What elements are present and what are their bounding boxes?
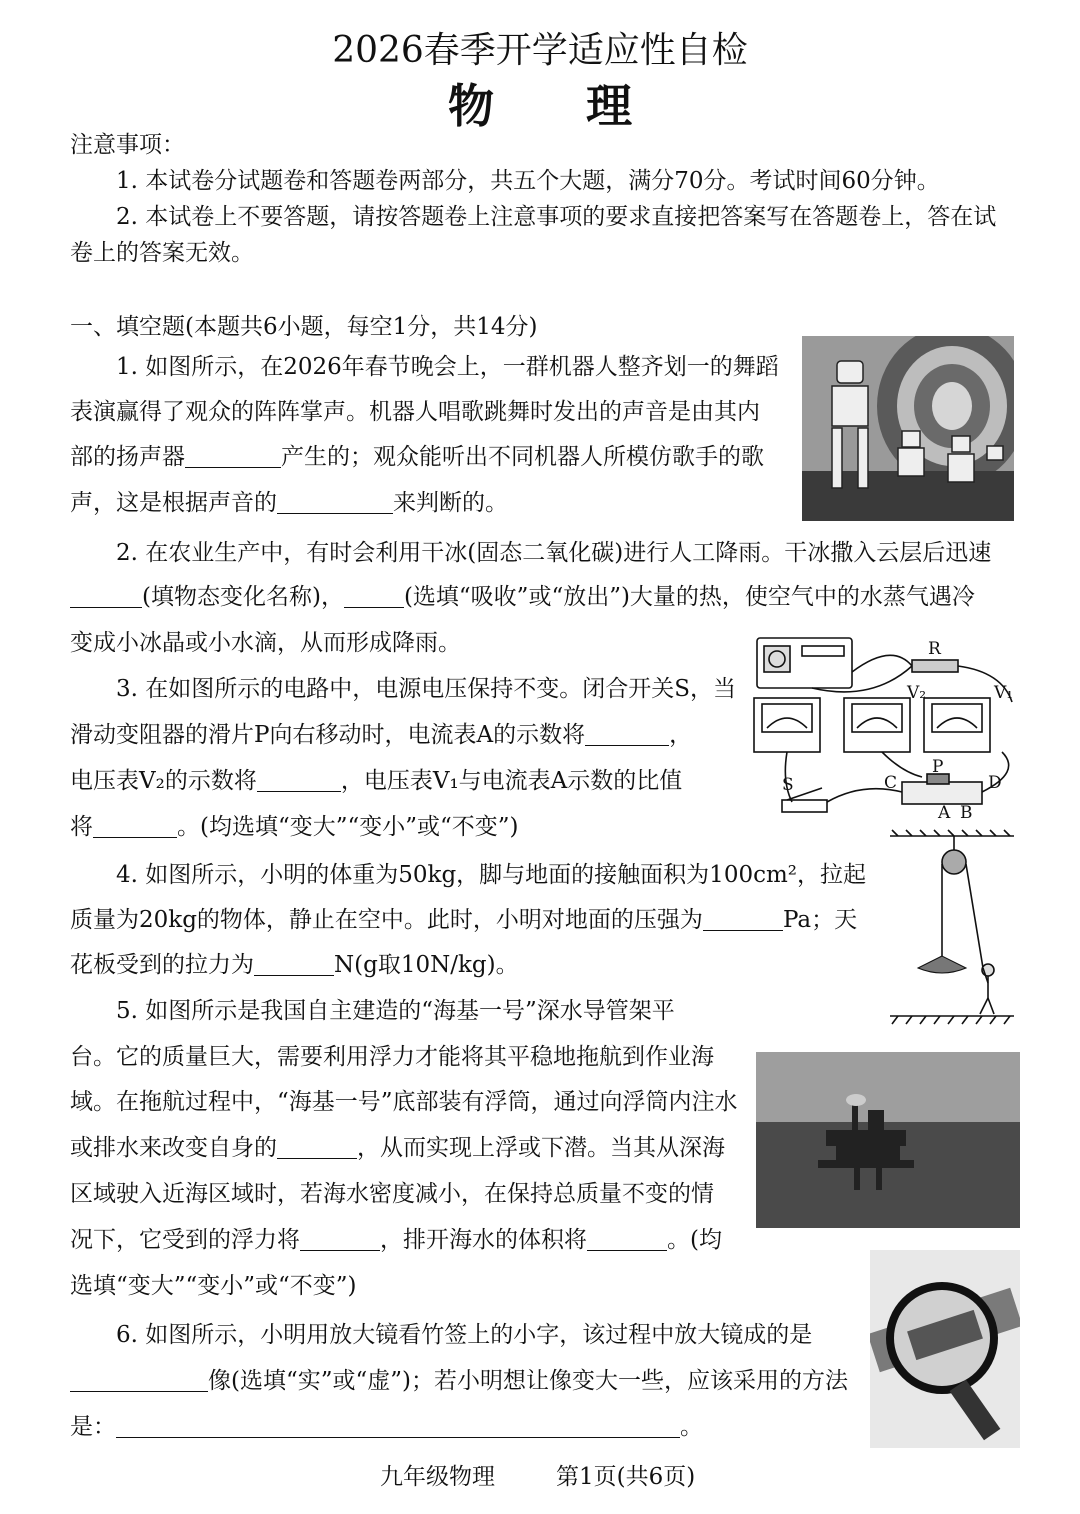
q3-blank-3 — [93, 815, 177, 838]
q3-blank-2 — [257, 769, 341, 792]
notice-item-2: 2. 本试卷上不要答题，请按答题卷上注意事项的要求直接把答案写在答题卷上，答在试 — [116, 204, 997, 230]
label-D: D — [988, 773, 1002, 793]
q6-line3 — [70, 1412, 703, 1442]
magnifier-image — [870, 1250, 1020, 1448]
q3-l4-a: 将 — [70, 814, 93, 840]
q4-l3-a: 花板受到的拉力为 — [70, 952, 254, 978]
q5-l6-c: 。(均 — [667, 1227, 722, 1253]
section-heading: 一、填空题(本题共6小题，每空1分，共14分) — [70, 314, 538, 340]
q1-line3 — [70, 442, 764, 472]
q4-blank-1 — [703, 908, 783, 931]
q3-line4 — [70, 812, 519, 842]
q1-l4-a: 声，这是根据声音的 — [70, 490, 277, 516]
q2-line2 — [70, 582, 975, 612]
robot-dance-image — [802, 336, 1014, 521]
q1-l3-b: 产生的；观众能听出不同机器人所模仿歌手的歌 — [281, 444, 764, 470]
pulley-diagram — [888, 828, 1018, 1026]
q4-l2-a: 质量为20kg的物体，静止在空中。此时，小明对地面的压强为 — [70, 907, 703, 933]
q5-blank-2 — [300, 1228, 380, 1251]
q6-line1: 6. 如图所示，小明用放大镜看竹签上的小字，该过程中放大镜成的是 — [116, 1322, 813, 1348]
q3-l3-b: ，电压表V₁与电流表A示数的比值 — [340, 768, 683, 794]
q5-l6-b: ，排开海水的体积将 — [380, 1227, 587, 1253]
q3-l2-a: 滑动变阻器的滑片P向右移动时，电流表A的示数将 — [70, 722, 586, 748]
label-B: B — [960, 803, 973, 822]
q5-l4-b: ，从而实现上浮或下潜。当其从深海 — [357, 1135, 725, 1161]
q1-l4-b: 来判断的。 — [393, 490, 508, 516]
q4-blank-2 — [254, 953, 334, 976]
q5-line2: 台。它的质量巨大，需要利用浮力才能将其平稳地拖航到作业海 — [70, 1044, 714, 1070]
q3-line3 — [70, 766, 682, 796]
notice-item-2-cont: 卷上的答案无效。 — [70, 240, 254, 266]
notice-heading: 注意事项： — [70, 132, 185, 158]
label-S: S — [782, 775, 794, 795]
exam-title: 2026春季开学适应性自检 — [332, 30, 748, 71]
q5-l6-a: 况下，它受到的浮力将 — [70, 1227, 300, 1253]
footer-subject: 九年级物理 — [380, 1464, 495, 1490]
q3-blank-1 — [585, 723, 669, 746]
q1-line2: 表演赢得了观众的阵阵掌声。机器人唱歌跳舞时发出的声音是由其内 — [70, 399, 760, 425]
q5-l4-a: 或排水来改变自身的 — [70, 1135, 277, 1161]
q6-l3-a: 是： — [70, 1414, 116, 1440]
q6-blank-2 — [116, 1415, 680, 1438]
q2-l2-a: (填物态变化名称)， — [142, 584, 344, 610]
circuit-diagram — [752, 632, 1032, 822]
q2-line3: 变成小冰晶或小水滴，从而形成降雨。 — [70, 630, 461, 656]
q1-blank-1 — [185, 445, 281, 468]
q3-l4-b: 。(均选填“变大”“变小”或“不变”) — [177, 814, 519, 840]
notice-item-1: 1. 本试卷分试题卷和答题卷两部分，共五个大题，满分70分。考试时间60分钟。 — [116, 168, 940, 194]
q2-blank-2 — [344, 585, 404, 608]
label-V1: V₁ — [994, 683, 1014, 703]
label-R: R — [928, 639, 941, 659]
q4-l2-b: Pa；天 — [782, 907, 858, 933]
q5-line5: 区域驶入近海区域时，若海水密度减小，在保持总质量不变的情 — [70, 1181, 714, 1207]
q6-l3-b: 。 — [680, 1414, 703, 1440]
q4-line1: 4. 如图所示，小明的体重为50kg，脚与地面的接触面积为100cm²，拉起 — [116, 862, 866, 888]
q3-line1: 3. 在如图所示的电路中，电源电压保持不变。闭合开关S，当 — [116, 676, 737, 702]
q5-line3: 域。在拖航过程中，“海基一号”底部装有浮筒，通过向浮筒内注水 — [70, 1089, 738, 1115]
q2-blank-1 — [70, 585, 142, 608]
label-C: C — [884, 773, 898, 793]
q5-line7: 选填“变大”“变小”或“不变”) — [70, 1273, 357, 1299]
q1-line1: 1. 如图所示，在2026年春节晚会上，一群机器人整齐划一的舞蹈 — [116, 354, 779, 380]
offshore-platform-image — [756, 1052, 1020, 1228]
label-A: A — [938, 803, 951, 822]
q5-line6 — [70, 1225, 722, 1255]
q4-line3 — [70, 950, 519, 980]
q1-line4 — [70, 488, 508, 518]
q5-blank-3 — [587, 1228, 667, 1251]
q1-blank-2 — [277, 491, 393, 514]
q1-l3-a: 部的扬声器 — [70, 444, 185, 470]
q3-l3-a: 电压表V₂的示数将 — [70, 768, 257, 794]
footer-page: 第1页(共6页) — [556, 1464, 696, 1490]
subject-title: 物 理 — [448, 79, 632, 133]
q6-blank-1 — [70, 1369, 208, 1392]
label-P: P — [932, 757, 944, 777]
q4-l3-b: N(g取10N/kg)。 — [334, 952, 519, 978]
q2-line1: 2. 在农业生产中，有时会利用干冰(固态二氧化碳)进行人工降雨。干冰撒入云层后迅速 — [116, 540, 992, 566]
q4-line2 — [70, 905, 857, 935]
q3-l2-b: ， — [669, 722, 693, 748]
q2-l2-b: (选填“吸收”或“放出”)大量的热，使空气中的水蒸气遇冷 — [403, 584, 975, 610]
q6-line2 — [70, 1366, 848, 1396]
q5-line1: 5. 如图所示是我国自主建造的“海基一号”深水导管架平 — [116, 998, 675, 1024]
q3-line2 — [70, 720, 692, 750]
q5-blank-1 — [277, 1136, 357, 1159]
q6-l2-b: 像(选填“实”或“虚”)；若小明想让像变大一些，应该采用的方法 — [208, 1368, 848, 1394]
q5-line4 — [70, 1133, 725, 1163]
label-V2: V₂ — [907, 683, 927, 703]
